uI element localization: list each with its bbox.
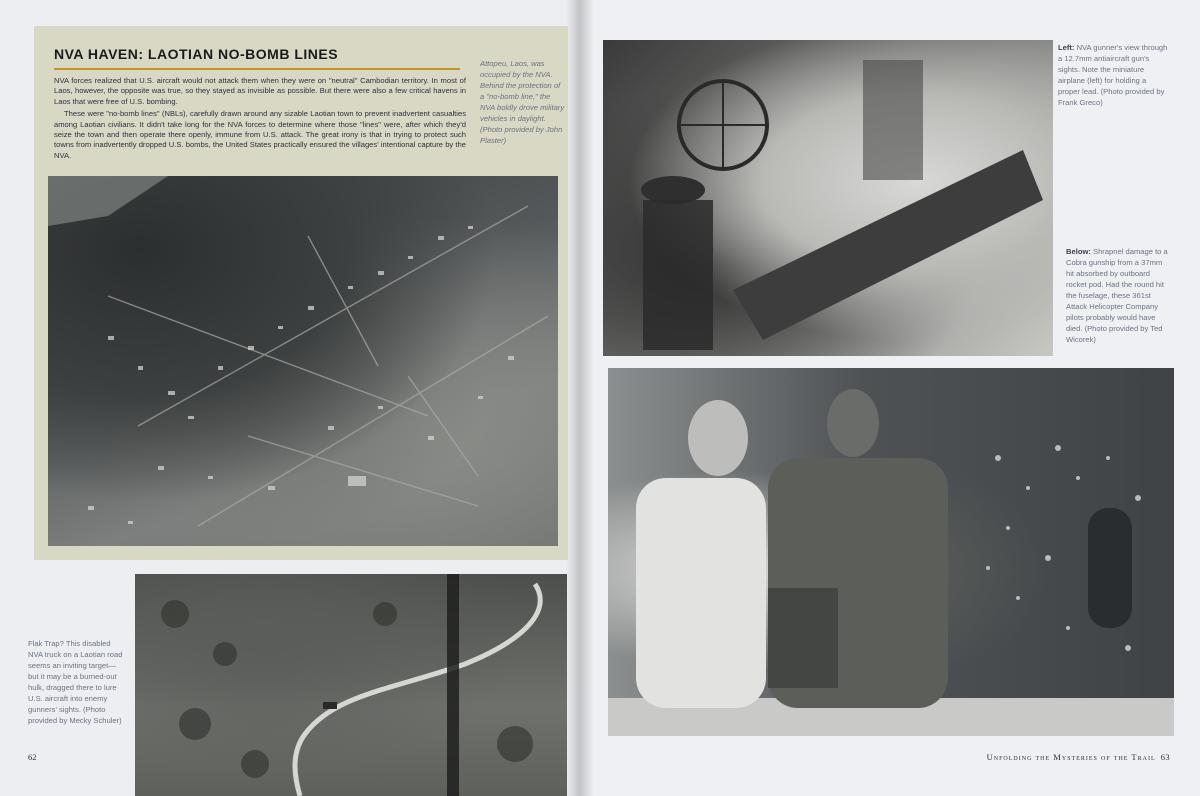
attopeu-caption: Attopeu, Laos, was occupied by the NVA. Behind the protection of a "no-bomb line," the NVA boldly drove military vehicles in daylight. (Photo provided by John Plaster) [480,59,565,145]
title-rule [54,68,460,70]
page-number-right: 63 [1160,752,1170,762]
aerial-town-photo [48,176,558,546]
book-gutter [566,0,594,796]
sidebar-paragraph: These were "no-bomb lines" (NBLs), carefully drawn around any sizable Laotian town to prevent inadvertent casualties among Laotian civilians. It didn't take long for the NVA forces to determine where those "lines" were, after which they'd seize the town and then operate there openly, immune from U.S. attack. The great irony is that in trying to protect such towns from inadvertently dropped U.S. bombs, the United States practically ensured the villages' intentional capture by the NVA. [54,109,466,160]
cobra-crew-photo [608,368,1174,736]
nva-gunner-photo [603,40,1053,356]
left-caption-text: NVA gunner's view through a 12.7mm antiaircraft gun's sights. Note the miniature airplane (left) for holding a proper lead. (Photo provided by Frank Greco) [1058,43,1168,107]
sidebar-paragraph: NVA forces realized that U.S. aircraft would not attack them when they were on "neutral" Cambodian territory. In most of Laos, however, the opposite was true, so they stayed as invisible as possible. But there were also a few critical havens in Laos that were free of U.S. bombing. [54,76,466,106]
sidebar-body [54,76,466,163]
running-footer [987,752,1170,762]
left-label: Left: [1058,43,1075,52]
below-photo-caption [1066,246,1172,345]
below-caption-text: Shrapnel damage to a Cobra gunship from a 37mm hit absorbed by outboard rocket pod. Had the round hit the fuselage, these 361st Attack Helicopter Company pilots probably would have died. (Photo provided by Ted Wicorek) [1066,247,1168,344]
running-head: Unfolding the Mysteries of the Trail [986,752,1156,762]
flak-trap-caption: Flak Trap? This disabled NVA truck on a Laotian road seems an inviting target—but it may be a burned-out hulk, dragged there to lure U.S. aircraft into enemy gunners' sights. (Photo provided by Mecky Schuler) [28,639,123,725]
below-label: Below: [1066,247,1091,256]
truck-road-photo [135,574,567,796]
page-number-left: 62 [28,752,37,762]
left-photo-caption [1058,42,1170,108]
sidebar-title: NVA HAVEN: LAOTIAN NO-BOMB LINES [54,46,339,62]
